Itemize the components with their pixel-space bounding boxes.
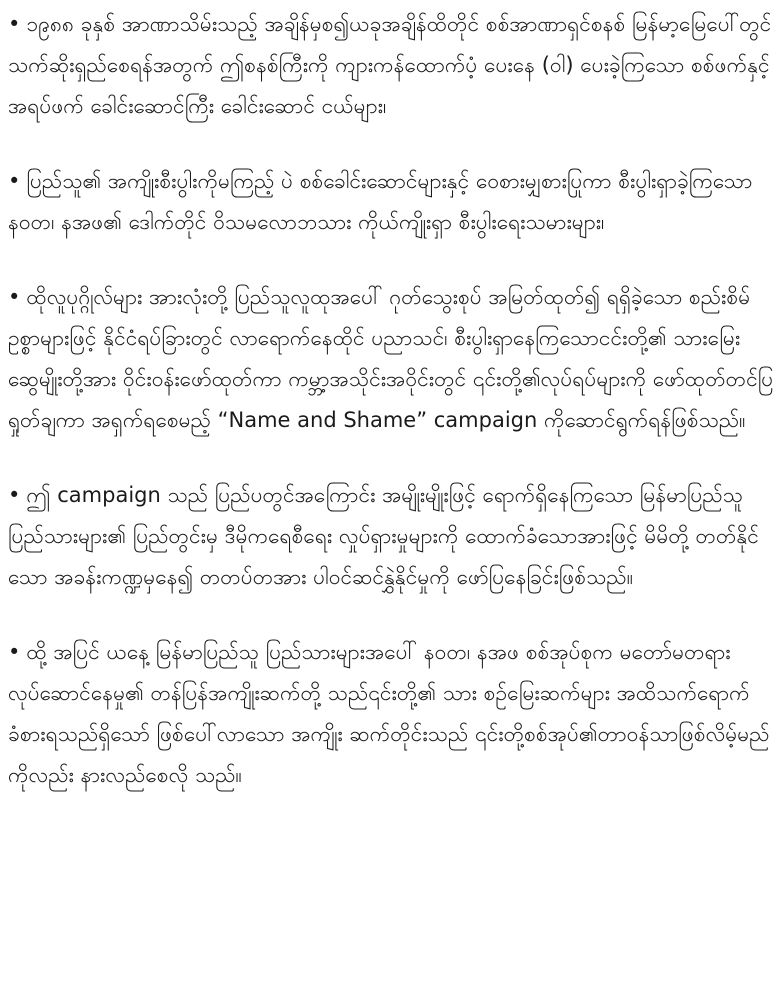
paragraph-text: ထိုလူပုဂ္ဂိုလ်များ အားလုံးတို့ ပြည်သူလူထုအပေါ် ဂုတ်သွေးစုပ် အမြတ်ထုတ်၍ ရရှိခဲ့သော စည်းစိမ်ဥစ္စာများဖြင့် နိုင်ငံရပ်ခြားတွင် လာရောက်နေထိုင် ပညာသင်၊ စီးပွါးရှာနေကြသောငင်းတို့၏ သားမြေး ဆွေမျိုးတို့အား ဝိုင်းဝန်းဖော်ထုတ်ကာ ကမ္ဘာ့အသိုင်းအဝိုင်းတွင် ၎င်းတို့၏လုပ်ရပ်များကို ဖော်ထုတ်တင်ပြ ရှုတ်ချကာ အရှက်ရစေမည့် “Name and Shame” campaign ကိုဆောင်ရွက်ရန်ဖြစ်သည်။ (8, 285, 774, 432)
paragraph-text: ဤ campaign သည် ပြည်ပတွင်အကြောင်း အမျိုးမျိုးဖြင့် ရောက်ရှိနေကြသော မြန်မာပြည်သူ ပြည်သားများ၏ ပြည်တွင်းမှ ဒီမိုကရေစီရေး လှုပ်ရှားမှုများကို ထောက်ခံသောအားဖြင့် မိမိတို့ တတ်နိုင်သော အခန်းကဏ္ဍမှနေ၍ တတပ်တအား ပါဝင်ဆင်နွှဲနိုင်မှုကို ဖော်ပြနေခြင်းဖြစ်သည်။ (8, 483, 759, 589)
bullet-marker: • (8, 169, 21, 193)
paragraph-5 (8, 632, 778, 796)
paragraph-3 (8, 277, 778, 441)
bullet-marker: • (8, 640, 21, 664)
bullet-marker: • (8, 12, 21, 36)
paragraph-1 (8, 4, 778, 127)
paragraph-2 (8, 161, 778, 243)
paragraph-text: ၁၉၈၈ ခုနှစ် အာဏာသိမ်းသည့် အချိန်မှစ၍ယခုအချိန်ထိတိုင် စစ်အာဏာရှင်စနစ် မြန်မာ့မြေပေါ်တွင် သက်ဆိုးရှည်စေရန်အတွက် ဤစနစ်ကြီးကို ကျားကန်ထောက်ပံ့ ပေးနေ (ဝါ) ပေးခဲ့ကြသော စစ်ဖက်နှင့်အရပ်ဖက် ခေါင်းဆောင်ကြီး ခေါင်းဆောင် ငယ်များ၊ (8, 12, 772, 118)
paragraph-4 (8, 475, 778, 598)
bullet-marker: • (8, 483, 21, 507)
bullet-marker: • (8, 285, 21, 309)
paragraph-text: ပြည်သူ၏ အကျိုးစီးပွါးကိုမကြည့် ပဲ စစ်ခေါင်းဆောင်များနှင့် ဝေစားမျှစားပြုကာ စီးပွါးရှာခဲ့ကြသော န၀တ၊ နအဖ၏ ဒေါက်တိုင် ဝိသမလောဘသား ကိုယ်ကျိုးရှာ စီးပွါးရေးသမားများ၊ (8, 169, 753, 234)
paragraph-text: ထို့ အပြင် ယနေ့ မြန်မာပြည်သူ ပြည်သားများအပေါ် န၀တ၊ နအဖ စစ်အုပ်စုက မတော်မတရား လုပ်ဆောင်နေမှု၏ တန်ပြန်အကျိုးဆက်တို့ သည်၎င်းတို့၏ သား စဉ်မြေးဆက်များ အထိသက်ရောက် ခံစားရသည်ရှိသော် ဖြစ်ပေါ်လာသော အကျိုး ဆက်တိုင်းသည် ၎င်းတို့စစ်အုပ်၏တာဝန်သာဖြစ်လိမ့်မည်ကိုလည်း နားလည်စေလို သည်။ (8, 640, 770, 787)
